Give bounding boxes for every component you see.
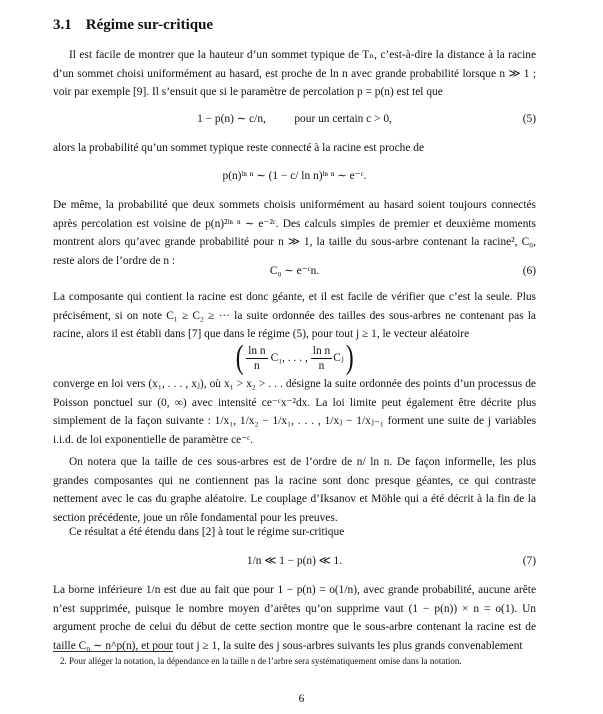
paragraph-4: La composante qui contient la racine est donc géante, et il est facile de vérifier que c’est la seule. Plus précisément, si on note C₁ ≥ C₂ ≥ ··· la suite ordonnée des tailles des sous-arbres ne contenant pas la racine, alors il est établi dans [7] que dans le régime (5), pour tout j ≥ 1, le vecteur aléatoire: [53, 291, 536, 341]
fraction-2-denominator: n: [318, 359, 325, 372]
paragraph-1: Il est facile de montrer que la hauteur d’un sommet typique de Tₙ, c’est-à-dire la distance à la racine d’un sommet choisi uniformément au hasard, est proche de ln n avec grande probabilité lorsque n ≫ 1 ; voir par exemple [9]. Il s’ensuit que si le paramètre de percolation p = p(n) est tel que: [53, 49, 536, 99]
fraction-2-numerator: ln n: [312, 344, 331, 357]
equation-6: [53, 262, 536, 280]
left-paren: (: [235, 339, 244, 376]
equation-5: [53, 110, 536, 128]
equation-7: [53, 552, 536, 570]
footnote: 2. Pour alléger la notation, la dépendance en la taille n de l’arbre sera systématiquement omise dans la notation.: [60, 656, 462, 666]
footnote-rule: [53, 651, 173, 652]
equation-7-body: 1/n ≪ 1 − p(n) ≪ 1.: [246, 555, 343, 567]
paragraph-5: converge en loi vers (x₁, . . . , xⱼ), où x₁ > x₂ > . . . désigne la suite ordonnée des points d’un processus de Poisson ponctuel sur (0, ∞) avec intensité ce⁻ᶜx⁻²dx. La loi limite peut également être décrite plus simplement de la façon suivante : 1/x₁, 1/x₂ − 1/x₁, . . . , 1/xⱼ − 1/xⱼ₋₁ forment une suite de j variables i.i.d. de loi exponentielle de paramètre ce⁻ᶜ.: [53, 378, 536, 446]
vector-first-terms: C₁, . . . ,: [270, 352, 308, 364]
right-paren: ): [345, 339, 354, 376]
equation-6-body: C₀ ∼ e⁻ᶜn.: [269, 265, 320, 277]
paragraph-6: On notera que la taille de ces sous-arbres est de l’ordre de n/ ln n. De façon informelle, les plus grandes composantes qui ne contiennent pas la racine sont donc presque géantes, ce qui contraste nettement avec le cas du graphe aléatoire. Le couplage d’Iksanov et Möhle qui a été décrit à la fin de la section précédente, joue un rôle fondamental pour les preuves.: [53, 456, 536, 524]
section-heading: [53, 17, 213, 34]
equation-7-tag: (7): [522, 555, 536, 567]
section-number: 3.1: [53, 17, 72, 33]
equation-unnumbered-body: p(n)ˡⁿ ⁿ ∼ (1 − c/ ln n)ˡⁿ ⁿ ∼ e⁻ᶜ.: [222, 170, 367, 182]
page-number: 6: [298, 693, 305, 705]
section-title: Régime sur-critique: [85, 17, 214, 33]
vector-last-term: Cⱼ: [333, 352, 344, 364]
fraction-2: [311, 344, 332, 373]
paragraph-2: alors la probabilité qu’un sommet typique reste connecté à la racine est proche de: [53, 142, 425, 154]
random-vector: [234, 338, 355, 378]
equation-6-tag: (6): [522, 265, 536, 277]
paragraph-3: De même, la probabilité que deux sommets choisis uniformément au hasard soient toujours connectés après percolation est voisine de p(n)²ˡⁿ ⁿ ∼ e⁻²ᶜ. Des calculs simples de premier et deuxième moments montrent alors qu’avec grande probabilité pour n ≫ 1, la taille du sous-arbre contenant la racine², C₀, reste alors de l’ordre de n :: [53, 199, 536, 267]
equation-5-tag: (5): [522, 113, 536, 125]
equation-unnumbered: [53, 167, 536, 185]
fraction-1-numerator: ln n: [248, 344, 266, 357]
paragraph-7: Ce résultat a été étendu dans [2] à tout le régime sur-critique: [69, 526, 345, 538]
fraction-1-denominator: n: [254, 359, 260, 372]
paragraph-8: La borne inférieure 1/n est due au fait que pour 1 − p(n) = o(1/n), avec grande probabilité, aucune arête n’est supprimée, puisque le nombre moyen d’arêtes qu’on supprime vaut (1 − p(n)) × n = o(1). Un argument proche de celui du début de cette section montre que le sous-arbre contenant la racine est de taille C₀ ∼ n^p(n), et pour tout j ≥ 1, la suite des j sous-arbres suivants les plus grands convenablement: [53, 584, 536, 652]
fraction-1: [246, 344, 267, 373]
equation-5-body: 1 − p(n) ∼ c/n, pour un certain c > 0,: [197, 113, 392, 125]
